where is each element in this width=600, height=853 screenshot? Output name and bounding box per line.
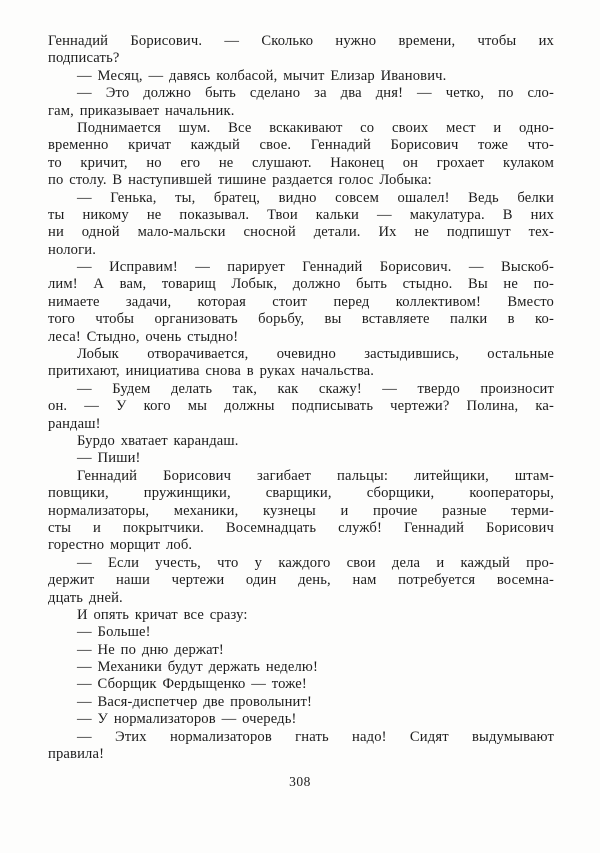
text-line: — Исправим! — парирует Геннадий Борисович. — Выскоб-	[77, 259, 554, 276]
text-line: — Сборщик Фердыщенко — тоже!	[77, 676, 307, 693]
text-line: Поднимается шум. Все вскакивают со своих мест и одно-	[77, 119, 554, 136]
text-line: нормализаторы, механики, кузнецы и прочие разные терми-	[48, 502, 554, 519]
text-line: — Не по дню держат!	[77, 641, 224, 658]
text-line: И опять кричат все сразу:	[77, 606, 248, 623]
text-line: рандаш!	[48, 415, 101, 432]
text-line: горестно морщит лоб.	[48, 537, 193, 554]
text-line: — У нормализаторов — очередь!	[77, 711, 297, 728]
text-block	[48, 33, 554, 763]
text-line: нимаете задачи, которая стоит перед коллективом! Вместо	[48, 293, 554, 310]
text-line: он. — У кого мы должны подписывать чертежи? Полина, ка-	[48, 398, 554, 415]
text-line: лим! А вам, товарищ Лобык, должно быть стыдно. Вы не по-	[48, 276, 554, 293]
text-line: леса! Стыдно, очень стыдно!	[48, 328, 239, 345]
text-line: Геннадий Борисович. — Сколько нужно времени, чтобы их	[48, 33, 554, 49]
text-line: — Это должно быть сделано за два дня! — четко, по сло-	[77, 85, 554, 102]
text-line: Геннадий Борисович загибает пальцы: литейщики, штам-	[77, 467, 554, 484]
text-line: повщики, пружинщики, сварщики, сборщики, кооператоры,	[48, 485, 554, 502]
text-line: Лобык отворачивается, очевидно застыдившись, остальные	[77, 346, 554, 363]
text-line: того чтобы организовать борьбу, вы вставляете палки в ко-	[48, 311, 554, 328]
page-number: 308	[289, 774, 311, 789]
text-line: Бурдо хватает карандаш.	[77, 432, 239, 449]
text-line: гам, приказывает начальник.	[48, 102, 235, 119]
text-line: — Будем делать так, как скажу! — твердо произносит	[77, 380, 554, 397]
text-line: ни одной мало-мальски сносной детали. Их не подпишут тех-	[48, 224, 554, 241]
text-line: — Этих нормализаторов гнать надо! Сидят выдумывают	[77, 728, 554, 745]
text-line: держит наши чертежи один день, нам потребуется восемна-	[48, 572, 554, 589]
text-line: — Пиши!	[77, 450, 141, 467]
text-line: дцать дней.	[48, 589, 123, 606]
text-line: — Механики будут держать неделю!	[77, 659, 318, 676]
text-line: — Генька, ты, братец, видно совсем ошалел! Ведь белки	[77, 189, 554, 206]
text-line: правила!	[48, 746, 105, 763]
text-line: подписать?	[48, 50, 120, 67]
text-line: нологи.	[48, 241, 96, 258]
text-line: притихают, инициатива снова в руках начальства.	[48, 363, 375, 380]
text-line: ты никому не показывал. Твои кальки — макулатура. В них	[48, 206, 554, 223]
text-line: сты и покрытчики. Восемнадцать служб! Геннадий Борисович	[48, 519, 554, 536]
text-line: — Больше!	[77, 624, 151, 641]
text-line: то кричит, но его не слушают. Наконец он грохает кулаком	[48, 154, 554, 171]
text-line: временно кричат каждый свое. Геннадий Борисович тоже что-	[48, 137, 554, 154]
text-line: — Если учесть, что у каждого свои дела и каждый про-	[77, 554, 554, 571]
text-line: — Вася-диспетчер две проволынит!	[77, 693, 313, 710]
text-line: — Месяц, — давясь колбасой, мычит Елизар Иванович.	[77, 67, 447, 84]
text-line: по столу. В наступившей тишине раздается голос Лобыка:	[48, 172, 432, 189]
